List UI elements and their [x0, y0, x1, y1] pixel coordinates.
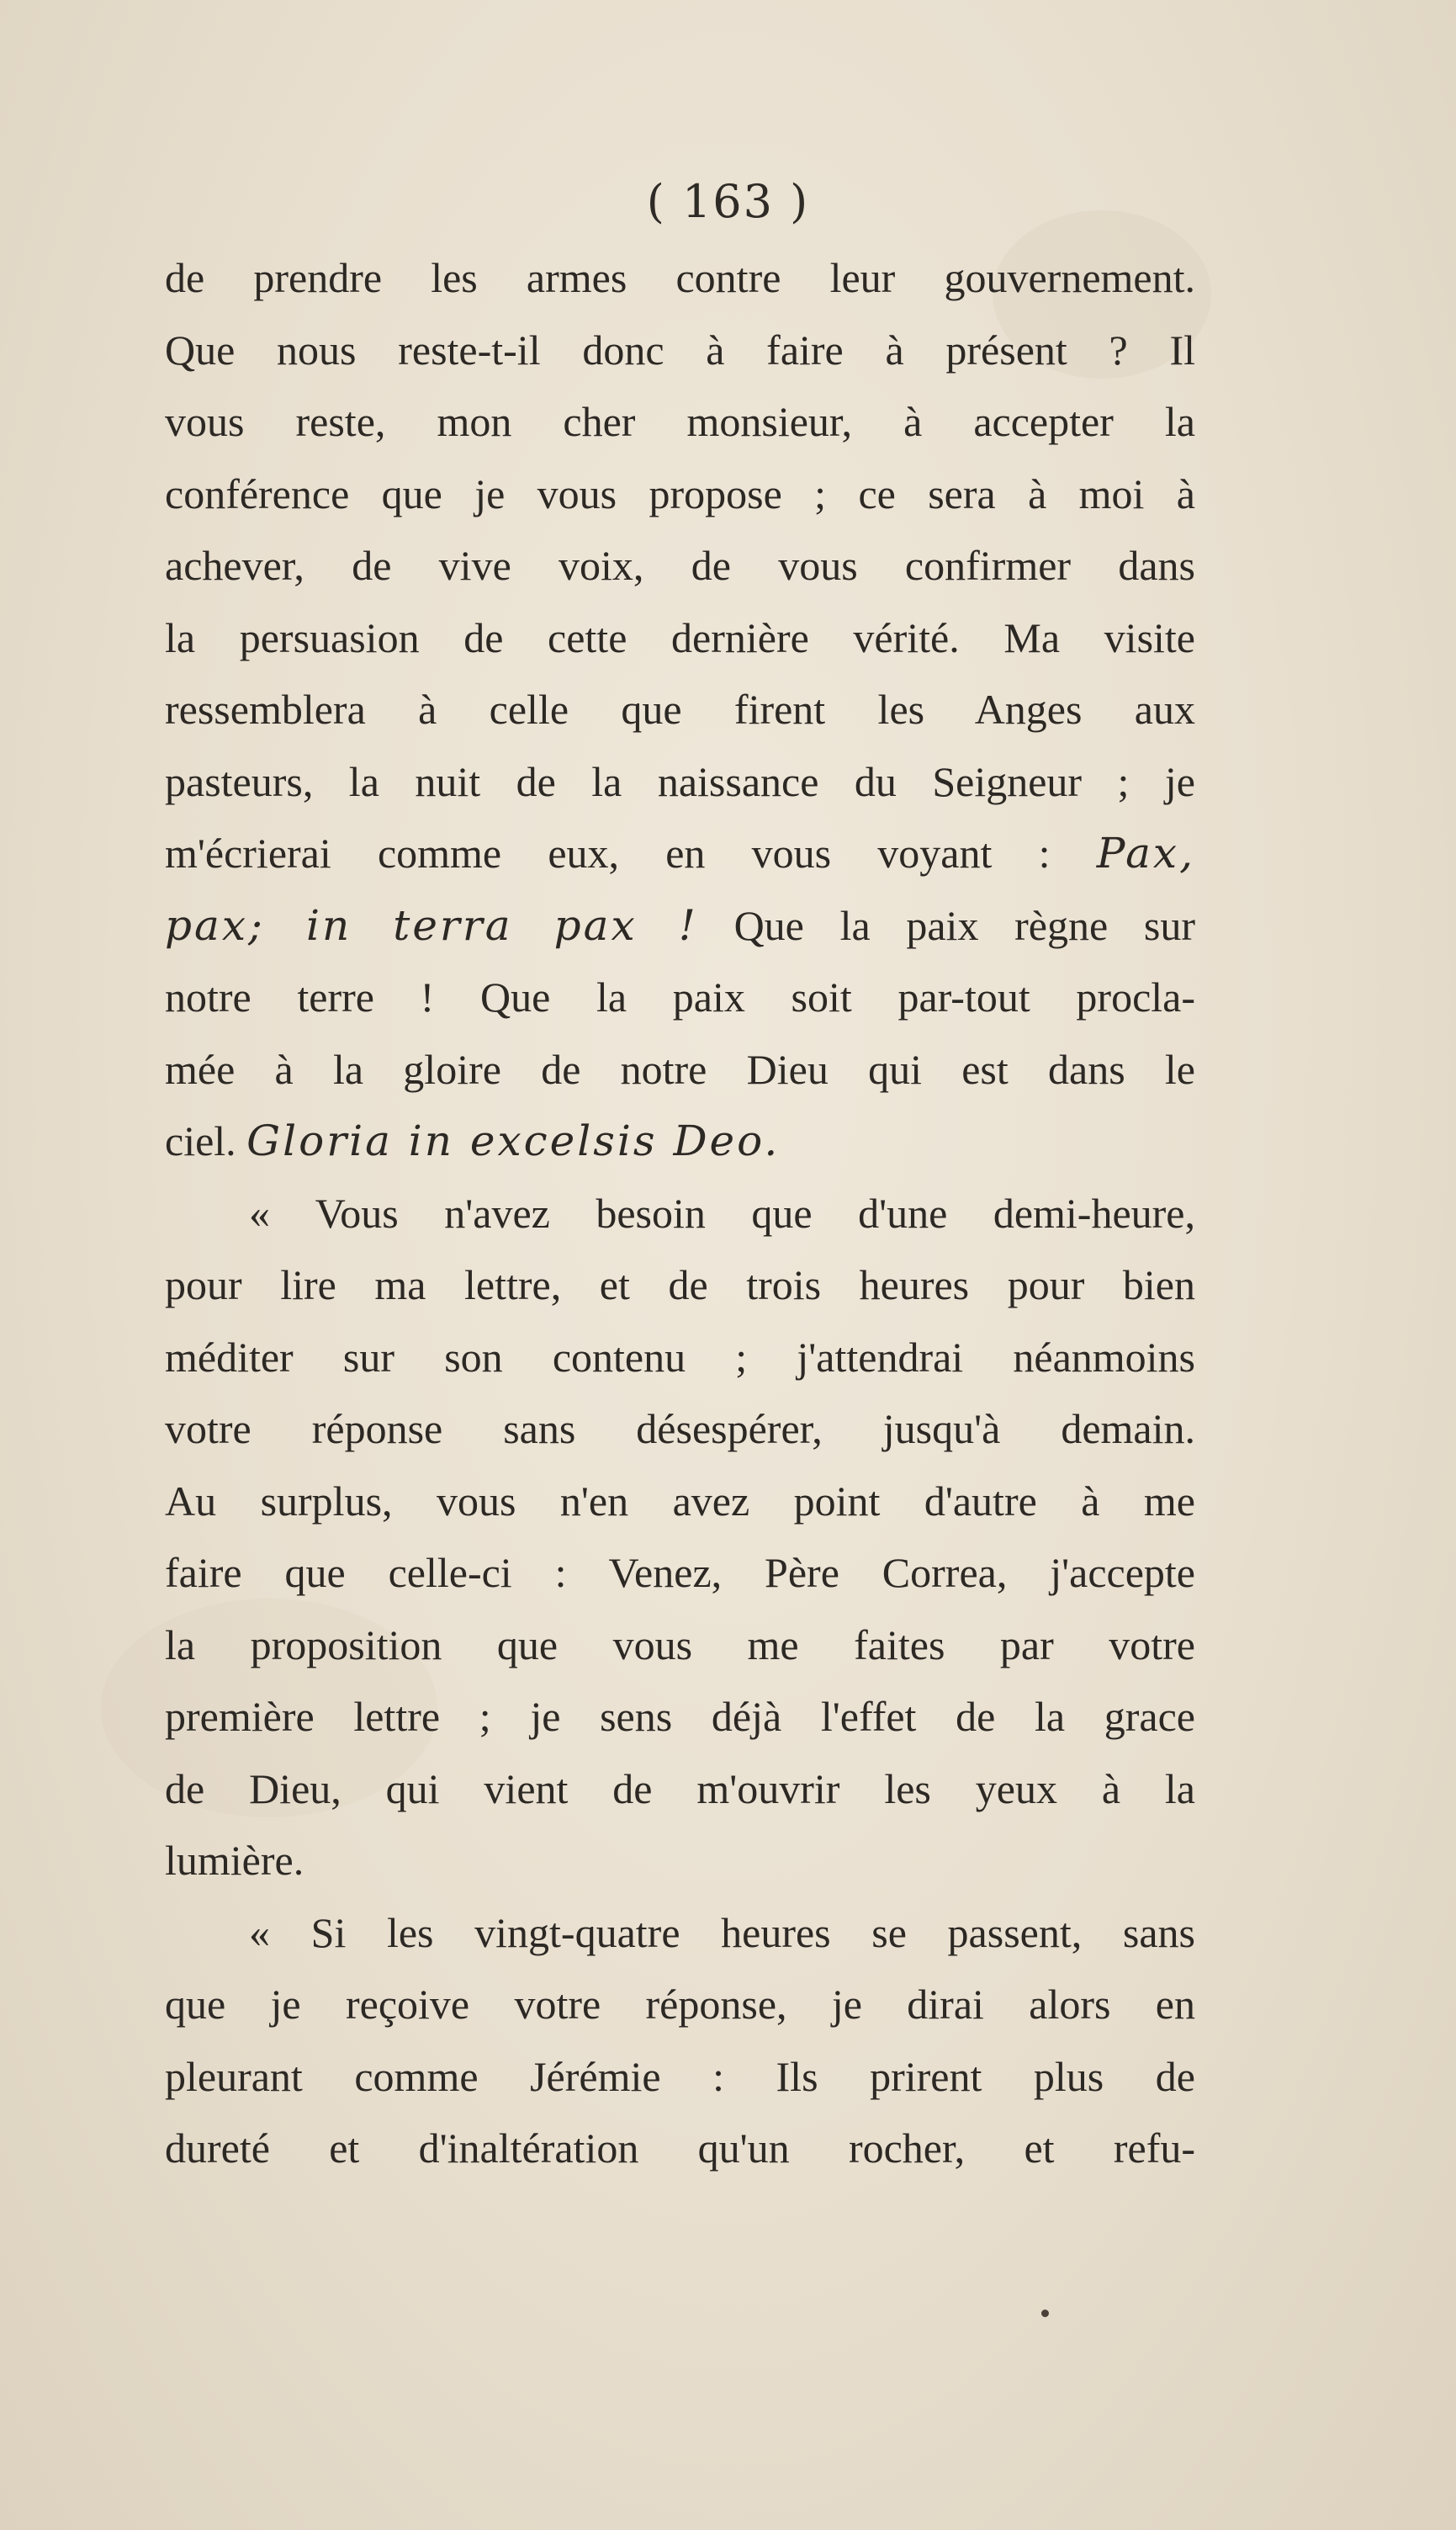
line-text: m'écrierai comme eux, en vous voyant : [165, 830, 1097, 877]
page-number-header: ( 163 ) [646, 175, 810, 228]
line-text: de prendre les armes contre leur gouvernement. [165, 254, 1195, 301]
line-text: achever, de vive voix, de vous confirmer dans [165, 542, 1195, 589]
text-line [165, 2041, 1195, 2114]
text-line [165, 242, 1195, 315]
text-line [165, 1466, 1195, 1538]
line-text: Que la paix règne sur [697, 901, 1195, 949]
text-line [165, 459, 1195, 531]
text-line [165, 674, 1195, 746]
text-line [165, 1249, 1195, 1322]
line-text: « Si les vingt-quatre heures se passent, sans [249, 1908, 1195, 1956]
line-text: la proposition que vous me faites par votre [165, 1620, 1195, 1668]
line-text: la persuasion de cette dernière vérité. Ma visite [165, 613, 1195, 661]
line-text: mée à la gloire de notre Dieu qui est dans le [165, 1045, 1195, 1093]
line-text: pasteurs, la nuit de la naissance du Seigneur ; je [165, 757, 1195, 805]
text-line [165, 1753, 1195, 1826]
text-line [165, 746, 1195, 819]
text-line [165, 530, 1195, 602]
text-line [165, 386, 1195, 459]
text-line [165, 890, 1195, 963]
text-line [165, 1681, 1195, 1753]
latin-italic-text: pax; in terra pax ! [165, 900, 698, 950]
line-text: conférence que je vous propose ; ce sera à moi à [165, 469, 1195, 517]
line-text: Que nous reste-t-il donc à faire à présent ? Il [165, 326, 1195, 374]
body-text [165, 242, 1195, 2185]
line-text: votre réponse sans désespérer, jusqu'à demain. [165, 1405, 1195, 1452]
line-text: lumière. [165, 1837, 304, 1884]
text-line [165, 602, 1195, 675]
text-line [165, 1034, 1195, 1106]
line-text: vous reste, mon cher monsieur, à accepter la [165, 398, 1195, 445]
ink-spot [1041, 2310, 1049, 2317]
text-line [165, 2113, 1195, 2185]
line-text: ciel. [165, 1117, 247, 1164]
line-text: Au surplus, vous n'en avez point d'autre à me [165, 1477, 1195, 1525]
text-line [165, 1322, 1195, 1394]
line-text: pour lire ma lettre, et de trois heures pour bien [165, 1261, 1195, 1308]
line-text: de Dieu, qui vient de m'ouvrir les yeux à la [165, 1764, 1195, 1812]
text-line [165, 962, 1195, 1034]
line-text: que je reçoive votre réponse, je dirai alors en [165, 1981, 1195, 2028]
text-line [165, 1537, 1195, 1610]
line-text: dureté et d'inaltération qu'un rocher, et refu- [165, 2124, 1195, 2172]
text-line [165, 1825, 1195, 1897]
line-text: pleurant comme Jérémie : Ils prirent plus de [165, 2052, 1195, 2100]
line-text: faire que celle-ci : Venez, Père Correa, j'accepte [165, 1549, 1195, 1596]
text-line [165, 1178, 1195, 1250]
text-line [165, 1610, 1195, 1682]
line-text: « Vous n'avez besoin que d'une demi-heure, [249, 1189, 1195, 1237]
line-text: première lettre ; je sens déjà l'effet de la grace [165, 1693, 1195, 1740]
latin-italic-text: Gloria in excelsis Deo. [246, 1116, 781, 1165]
latin-italic-text: Pax, [1096, 829, 1195, 878]
text-line [165, 1897, 1195, 1970]
text-line [165, 1969, 1195, 2041]
text-line [165, 818, 1195, 890]
line-text: ressemblera à celle que firent les Anges aux [165, 686, 1195, 733]
text-line [165, 315, 1195, 387]
text-line [165, 1106, 1195, 1178]
line-text: méditer sur son contenu ; j'attendrai néanmoins [165, 1333, 1195, 1381]
line-text: notre terre ! Que la paix soit par-tout procla- [165, 973, 1195, 1021]
text-line [165, 1393, 1195, 1466]
